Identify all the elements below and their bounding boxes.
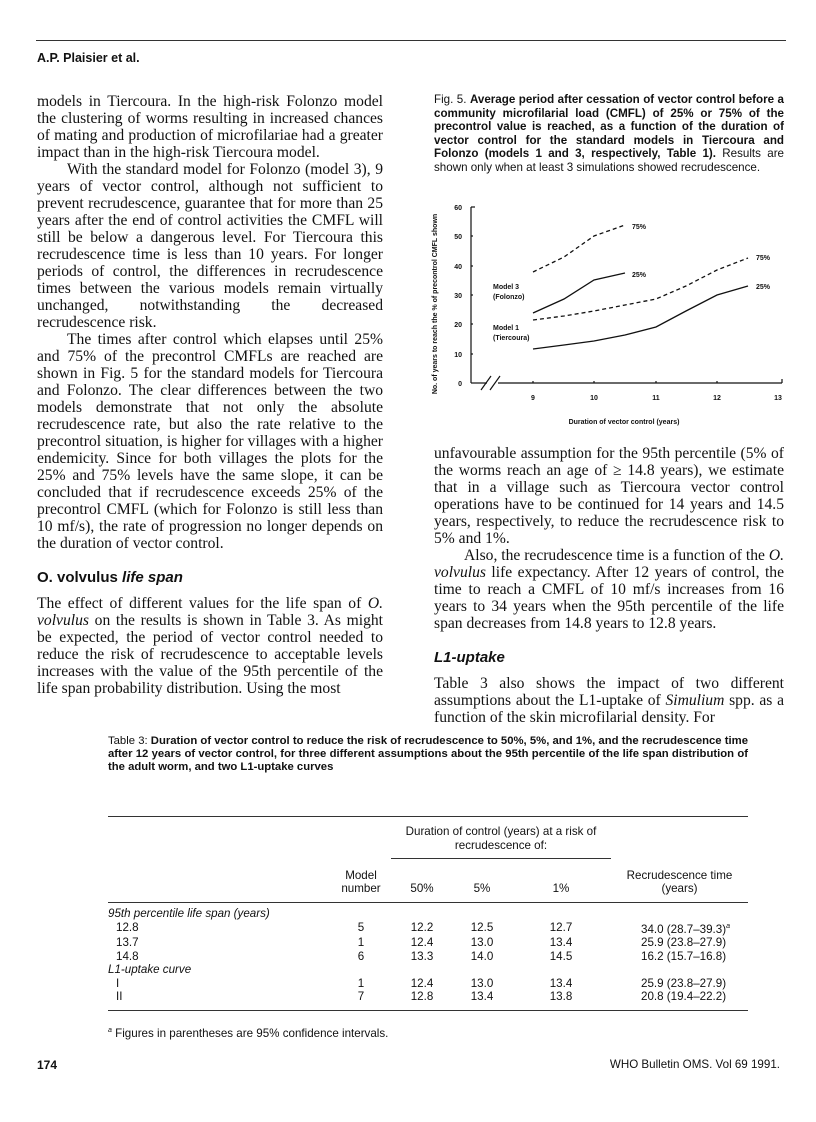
cell-5: 13.0 — [470, 936, 494, 950]
footnote-text: Figures in parentheses are 95% confidence intervals. — [115, 1027, 389, 1040]
group-row — [108, 902, 748, 920]
series-label-m1-75: 75% — [756, 255, 771, 262]
paragraph — [434, 675, 784, 726]
header-model: Model number — [341, 868, 381, 895]
footnote-marker: a — [726, 923, 730, 930]
species-name: O. volvulus — [37, 595, 383, 629]
series-model3-25 — [533, 273, 625, 313]
heading-part: O. volvulus — [37, 569, 123, 586]
table-row — [108, 990, 748, 1010]
paragraph — [434, 547, 784, 632]
text: life expectancy. After 12 years of control, the time to reach a CMFL of 10 mf/s increases from 16 years to 34 years when the 95th percentile of the life span decreases from 14.8 years to 12.8 years. — [434, 564, 784, 632]
header-1: 1% — [552, 882, 570, 895]
x-tick: 10 — [590, 395, 598, 402]
cell-5: 12.5 — [470, 921, 494, 935]
table-row — [108, 977, 748, 991]
table-label: Table 3: — [108, 735, 151, 747]
paragraph: With the standard model for Folonzo (model 3), 9 years of vector control, although not sufficient to prevent recrudescence, guarantee that for more than 25 years after the end of control activities the CMFL will still be below a dangerous level. For Tiercoura this recrudescence time is less than 10 years. For longer periods of control, the differences in recrudescence times between the various models remain virtually unchanged, notwithstanding the decreased recrudescence risk. — [37, 161, 383, 331]
model-1-label: Model 1 — [493, 325, 520, 332]
table-caption-bold: Duration of vector control to reduce the risk of recrudescence to 50%, 5%, and 1%, and the recrudescence time after 12 years of vector control, for three different assumptions about the 95th percentile of the life span distribution of the adult worm, and two L1-uptake curves — [108, 735, 748, 773]
genus-name: Simulium — [665, 692, 725, 709]
x-tick: 11 — [652, 395, 660, 402]
text: Also, the recrudescence time is a function of the — [464, 547, 769, 564]
cell-label: 12.8 — [116, 921, 139, 935]
cell-1: 13.4 — [549, 936, 573, 950]
model-1-label: (Tiercoura) — [493, 335, 530, 342]
cell-50: 12.8 — [410, 990, 434, 1004]
data-table — [108, 816, 748, 1011]
figure-label: Fig. 5. — [434, 93, 470, 106]
x-tick: 12 — [713, 395, 721, 402]
y-axis-label: No. of years to reach the % of precontrol CMFL shown — [432, 213, 439, 395]
cell-label: 14.8 — [116, 949, 139, 963]
header-recrudescence-time: Recrudescence time (years) — [626, 868, 733, 895]
group-row — [108, 963, 748, 977]
running-head: A.P. Plaisier et al. — [37, 51, 140, 65]
cell-rt — [611, 920, 748, 936]
cell-5: 13.4 — [470, 990, 494, 1004]
group-title: L1-uptake curve — [108, 963, 192, 977]
y-tick: 20 — [454, 322, 462, 329]
section-heading-life-span — [37, 569, 383, 586]
x-tick: 9 — [531, 395, 535, 402]
series-model1-75 — [533, 258, 748, 320]
cell-1: 14.5 — [549, 949, 573, 963]
cell-5: 13.0 — [470, 976, 494, 990]
figure-caption-bold: Average period after cessation of vector control before a community microfilarial load (CMFL) of 25% or 75% of the precontrol value is reached, as a function of the duration of vector control for the standard models in Tiercoura and Folonzo (models 1 and 3, respectively, Table 1). — [434, 93, 784, 160]
cell-model: 1 — [357, 976, 365, 990]
x-tick: 13 — [774, 395, 782, 402]
figure-caption-rest: Results are shown only when at least 3 simulations showed recrudescence. — [434, 147, 785, 174]
paragraph: The times after control which elapses until 25% and 75% of the precontrol CMFLs are reached are shown in Fig. 5 for the standard models for Tiercoura and Folonzo. The clear differences between the two models demonstrate that not only the absolute recrudescence rate, but also the rate relative to the precontrol situation, is higher for villages with a higher endemicity. Since for both villages the plots for the 25% and 75% levels have the same slope, it can be concluded that if recrudescence exceeds 25% of the precontrol CMFL (which for Folonzo is still less than 10 mf/s), the rate of progression no longer depends on the duration of vector control. — [37, 331, 383, 552]
series-model3-75 — [533, 225, 625, 272]
series-model1-25 — [533, 286, 748, 349]
text: on the results is shown in Table 3. As might be expected, the period of vector control needed to reduce the risk of recrudescence to acceptable levels increases with the value of the 95th percentile of the life span probability distribution. Using the most — [37, 612, 383, 697]
x-axis-label: Duration of vector control (years) — [568, 419, 680, 426]
cell-rt: 25.9 (23.8–27.9) — [641, 936, 727, 950]
cell-label: 13.7 — [116, 936, 139, 950]
paragraph: models in Tiercoura. In the high-risk Folonzo model the clustering of worms resulting in increased chances of mating and production of microfilariae had a greater impact than in the high-risk Tiercoura model. — [37, 93, 383, 161]
y-tick: 50 — [454, 234, 462, 241]
cell-5: 14.0 — [470, 949, 494, 963]
y-tick: 60 — [454, 205, 462, 212]
text: spp. as a function of the skin microfilarial density. For — [434, 692, 784, 726]
cell-model: 7 — [357, 990, 365, 1004]
cell-rt: 20.8 (19.4–22.2) — [641, 990, 727, 1004]
cell-1: 12.7 — [549, 921, 573, 935]
header-row-spanner — [108, 817, 748, 859]
cell-label: II — [116, 990, 123, 1004]
cell-50: 12.2 — [410, 921, 434, 935]
text: The effect of different values for the life span of — [37, 595, 368, 612]
table-row — [108, 936, 748, 950]
cell-model: 5 — [357, 921, 365, 935]
header-5: 5% — [473, 882, 491, 895]
header-spanner: Duration of control (years) at a risk of recrudescence of: — [391, 817, 611, 859]
page-number: 174 — [37, 1058, 58, 1072]
series-label-m3-25: 25% — [632, 272, 647, 279]
line-chart — [424, 196, 794, 431]
group-title: 95th percentile life span (years) — [108, 906, 270, 920]
cell-label: I — [116, 976, 120, 990]
top-rule — [36, 40, 786, 41]
paragraph — [37, 595, 383, 697]
y-tick: 30 — [454, 293, 462, 300]
table-3 — [108, 816, 748, 1011]
table-row — [108, 950, 748, 964]
cell-rt: 25.9 (23.8–27.9) — [641, 976, 727, 990]
left-column — [37, 93, 383, 697]
journal-citation: WHO Bulletin OMS. Vol 69 1991. — [609, 1058, 780, 1071]
model-3-label: Model 3 — [493, 284, 520, 291]
table-row — [108, 920, 748, 936]
y-tick: 0 — [458, 381, 462, 388]
figure-5-chart — [424, 196, 794, 431]
cell-1: 13.4 — [549, 976, 573, 990]
cell-model: 1 — [357, 936, 365, 950]
cell-model: 6 — [357, 949, 365, 963]
text: Table 3 also shows the impact of two different assumptions about the L1-uptake of — [434, 675, 784, 709]
header-row — [108, 859, 748, 903]
section-heading-l1-uptake — [434, 649, 784, 666]
heading-part-italic: life span — [122, 569, 183, 586]
right-column — [434, 445, 784, 726]
y-tick: 40 — [454, 264, 462, 271]
header-50: 50% — [410, 882, 434, 895]
series-label-m3-75: 75% — [632, 224, 647, 231]
series-label-m1-25: 25% — [756, 284, 771, 291]
cell-rt: 16.2 (15.7–16.8) — [641, 949, 727, 963]
cell-rt-value: 34.0 (28.7–39.3) — [641, 922, 727, 936]
cell-50: 12.4 — [410, 936, 434, 950]
cell-1: 13.8 — [549, 990, 573, 1004]
cell-50: 13.3 — [410, 949, 434, 963]
heading-text: L1-uptake — [434, 649, 505, 666]
footnote-marker: a — [108, 1027, 112, 1035]
cell-50: 12.4 — [410, 976, 434, 990]
species-name: O. volvulus — [434, 547, 785, 581]
y-tick: 10 — [454, 352, 462, 359]
table-caption — [108, 735, 748, 774]
figure-caption — [434, 93, 784, 174]
table-footnote — [108, 1027, 388, 1040]
paragraph: unfavourable assumption for the 95th percentile (5% of the worms reach an age of ≥ 14.8 years), we estimate that in a village such as Tiercoura vector control operations have to be continued for 14 years and 14.5 years, respectively, to reduce the recrudescence risk to 5% and 1%. — [434, 445, 784, 547]
model-3-label: (Folonzo) — [493, 294, 525, 301]
